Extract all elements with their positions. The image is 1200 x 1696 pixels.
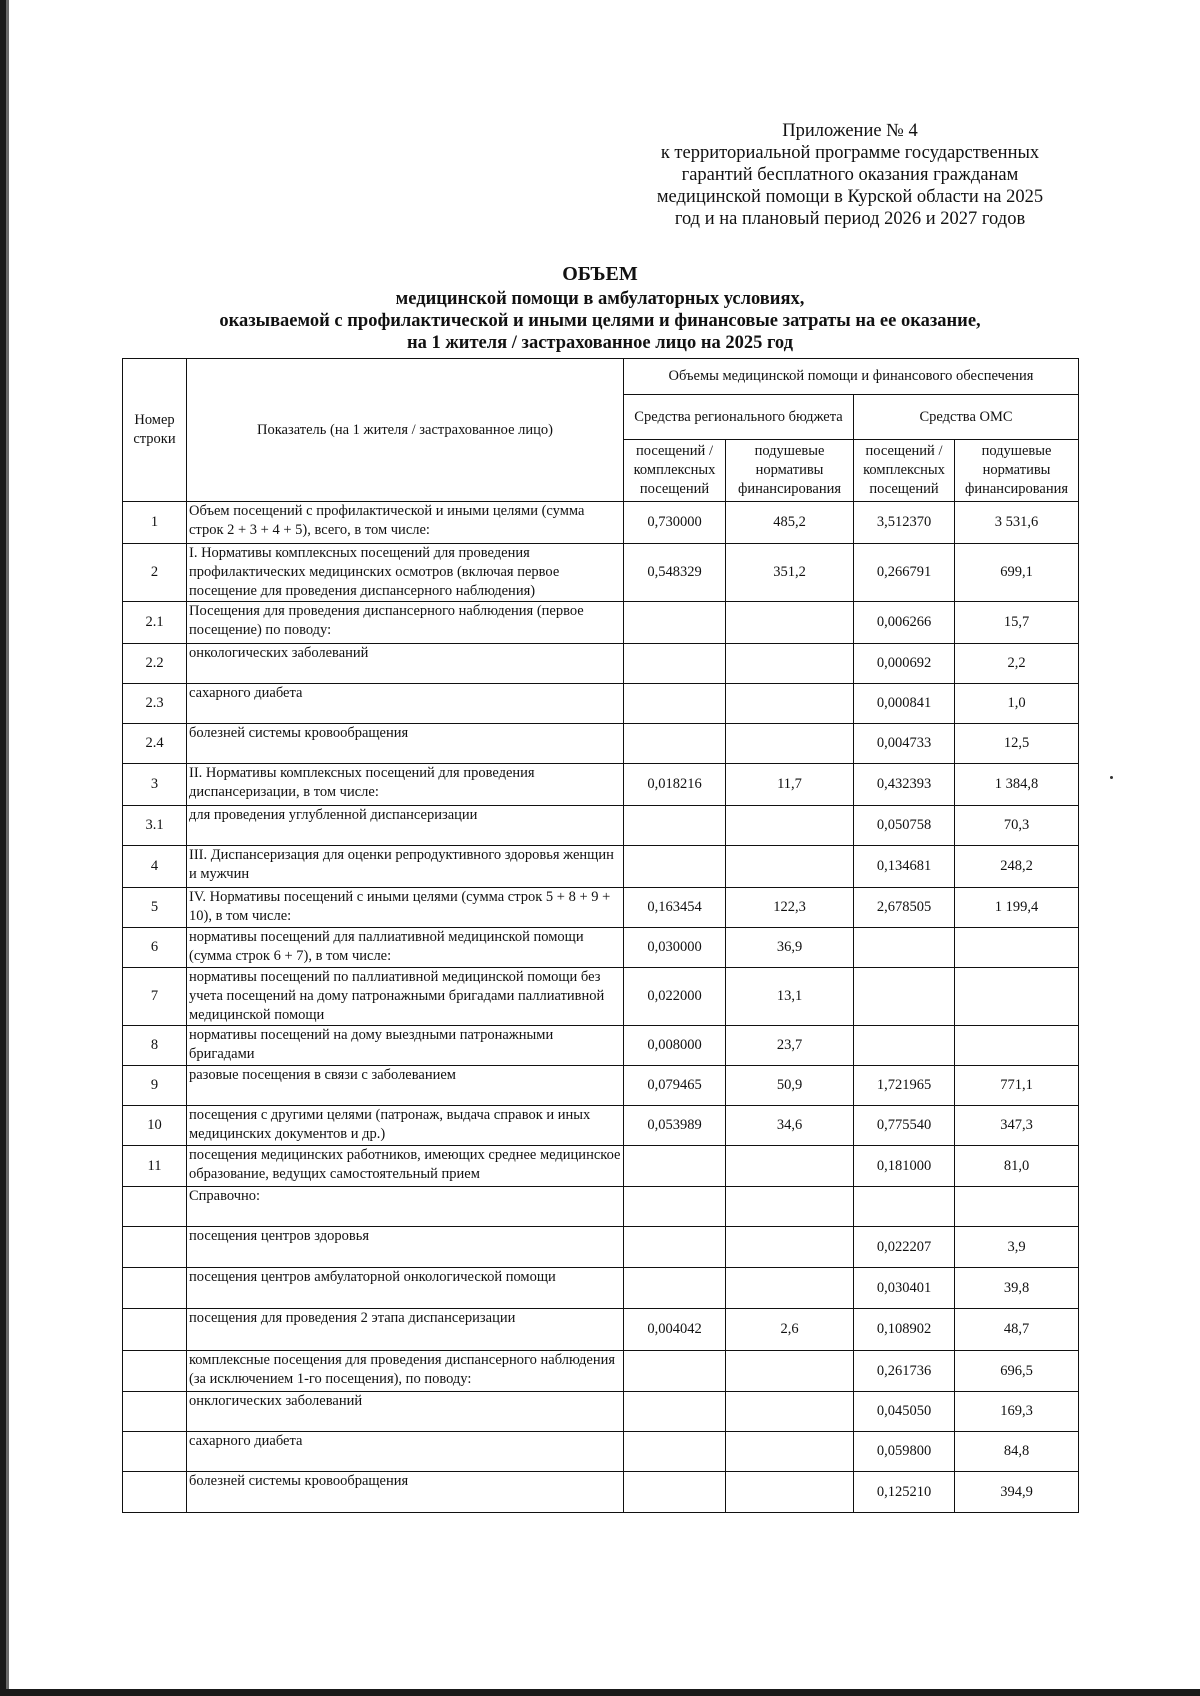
oms-visits-cell: 0,000841 xyxy=(854,684,955,724)
rb-visits-cell: 0,548329 xyxy=(624,544,726,602)
rb-visits-cell: 0,018216 xyxy=(624,764,726,806)
oms-norm-cell: 394,9 xyxy=(955,1472,1079,1513)
scan-speck xyxy=(1110,776,1113,779)
indicator-cell: посещения с другими целями (патронаж, выдача справок и иных медицинских документов и др.) xyxy=(187,1106,624,1146)
title-line: на 1 жителя / застрахованное лицо на 2025 год xyxy=(406,333,794,353)
appendix-header xyxy=(630,120,1070,230)
rb-norm-cell: 485,2 xyxy=(726,502,854,544)
header-oms: Средства ОМС xyxy=(854,395,1079,440)
indicator-cell: Справочно: xyxy=(187,1187,624,1227)
row-number-cell: 2.4 xyxy=(123,724,187,764)
table-row xyxy=(123,1351,1079,1392)
indicator-cell: IV. Нормативы посещений с иными целями (сумма строк 5 + 8 + 9 + 10), в том числе: xyxy=(187,888,624,928)
rb-visits-cell xyxy=(624,602,726,644)
oms-visits-cell: 3,512370 xyxy=(854,502,955,544)
row-number-cell: 7 xyxy=(123,968,187,1026)
indicator-cell: комплексные посещения для проведения диспансерного наблюдения (за исключением 1-го посещения), по поводу: xyxy=(187,1351,624,1392)
appendix-line: Приложение № 4 xyxy=(782,121,918,141)
oms-visits-cell: 0,006266 xyxy=(854,602,955,644)
rb-visits-cell: 0,022000 xyxy=(624,968,726,1026)
oms-visits-cell: 0,108902 xyxy=(854,1309,955,1351)
rb-norm-cell xyxy=(726,1432,854,1472)
rb-visits-cell xyxy=(624,644,726,684)
indicator-cell: сахарного диабета xyxy=(187,684,624,724)
indicator-cell: II. Нормативы комплексных посещений для проведения диспансеризации, в том числе: xyxy=(187,764,624,806)
rb-norm-cell xyxy=(726,602,854,644)
row-number-cell xyxy=(123,1472,187,1513)
row-number-cell xyxy=(123,1268,187,1309)
row-number-cell: 3 xyxy=(123,764,187,806)
table-row xyxy=(123,502,1079,544)
rb-norm-cell xyxy=(726,846,854,888)
oms-norm-cell: 81,0 xyxy=(955,1146,1079,1187)
oms-norm-cell xyxy=(955,1026,1079,1066)
table-row xyxy=(123,1472,1079,1513)
header-regional-budget: Средства регионального бюджета xyxy=(624,395,854,440)
header-oms-visits: посещений / комплексных посещений xyxy=(854,440,955,502)
indicator-cell: сахарного диабета xyxy=(187,1432,624,1472)
oms-visits-cell: 0,004733 xyxy=(854,724,955,764)
table-row xyxy=(123,1392,1079,1432)
rb-visits-cell xyxy=(624,1351,726,1392)
row-number-cell: 8 xyxy=(123,1026,187,1066)
rb-norm-cell: 11,7 xyxy=(726,764,854,806)
row-number-cell: 2.1 xyxy=(123,602,187,644)
rb-norm-cell: 50,9 xyxy=(726,1066,854,1106)
indicator-cell: посещения медицинских работников, имеющих среднее медицинское образование, ведущих самостоятельный прием xyxy=(187,1146,624,1187)
header-rb-visits: посещений / комплексных посещений xyxy=(624,440,726,502)
rb-norm-cell xyxy=(726,1351,854,1392)
rb-visits-cell xyxy=(624,846,726,888)
indicator-cell: онклогических заболеваний xyxy=(187,1392,624,1432)
rb-norm-cell: 36,9 xyxy=(726,928,854,968)
header-indicator: Показатель (на 1 жителя / застрахованное лицо) xyxy=(187,359,624,502)
header-rb-norms: подушевые нормативы финансирования xyxy=(726,440,854,502)
oms-norm-cell xyxy=(955,928,1079,968)
rb-norm-cell xyxy=(726,1392,854,1432)
oms-norm-cell: 771,1 xyxy=(955,1066,1079,1106)
rb-norm-cell: 2,6 xyxy=(726,1309,854,1351)
rb-visits-cell xyxy=(624,724,726,764)
table-row xyxy=(123,928,1079,968)
rb-norm-cell: 13,1 xyxy=(726,968,854,1026)
row-number-cell xyxy=(123,1351,187,1392)
oms-norm-cell: 12,5 xyxy=(955,724,1079,764)
oms-norm-cell: 696,5 xyxy=(955,1351,1079,1392)
indicator-cell: болезней системы кровообращения xyxy=(187,1472,624,1513)
oms-norm-cell: 248,2 xyxy=(955,846,1079,888)
row-number-cell: 2 xyxy=(123,544,187,602)
table-row xyxy=(123,888,1079,928)
oms-norm-cell: 2,2 xyxy=(955,644,1079,684)
oms-visits-cell: 0,059800 xyxy=(854,1432,955,1472)
row-number-cell: 10 xyxy=(123,1106,187,1146)
rb-visits-cell xyxy=(624,1146,726,1187)
oms-visits-cell: 1,721965 xyxy=(854,1066,955,1106)
indicator-cell: Объем посещений с профилактической и иными целями (сумма строк 2 + 3 + 4 + 5), всего, в том числе: xyxy=(187,502,624,544)
row-number-cell xyxy=(123,1432,187,1472)
rb-norm-cell: 23,7 xyxy=(726,1026,854,1066)
table-row xyxy=(123,846,1079,888)
indicator-cell: болезней системы кровообращения xyxy=(187,724,624,764)
oms-visits-cell: 0,261736 xyxy=(854,1351,955,1392)
rb-norm-cell: 351,2 xyxy=(726,544,854,602)
oms-norm-cell: 1,0 xyxy=(955,684,1079,724)
oms-norm-cell: 15,7 xyxy=(955,602,1079,644)
oms-norm-cell: 1 199,4 xyxy=(955,888,1079,928)
oms-norm-cell: 48,7 xyxy=(955,1309,1079,1351)
indicator-cell: нормативы посещений для паллиативной медицинской помощи (сумма строк 6 + 7), в том числе: xyxy=(187,928,624,968)
rb-norm-cell xyxy=(726,1268,854,1309)
table-row xyxy=(123,1187,1079,1227)
table-row xyxy=(123,1432,1079,1472)
title-line: медицинской помощи в амбулаторных условиях, xyxy=(395,289,805,309)
rb-visits-cell: 0,079465 xyxy=(624,1066,726,1106)
rb-visits-cell: 0,163454 xyxy=(624,888,726,928)
indicator-cell: Посещения для проведения диспансерного наблюдения (первое посещение) по поводу: xyxy=(187,602,624,644)
header-oms-norms: подушевые нормативы финансирования xyxy=(955,440,1079,502)
row-number-cell xyxy=(123,1309,187,1351)
appendix-line: к территориальной программе государственных xyxy=(660,143,1040,163)
oms-norm-cell: 3,9 xyxy=(955,1227,1079,1268)
oms-norm-cell: 1 384,8 xyxy=(955,764,1079,806)
indicator-cell: нормативы посещений по паллиативной медицинской помощи без учета посещений на дому патронажными бригадами паллиативной медицинской помощи xyxy=(187,968,624,1026)
indicator-cell: I. Нормативы комплексных посещений для проведения профилактических медицинских осмотров (включая первое посещение для проведения диспансерного наблюдения) xyxy=(187,544,624,602)
oms-norm-cell: 169,3 xyxy=(955,1392,1079,1432)
rb-norm-cell xyxy=(726,1187,854,1227)
table-row xyxy=(123,684,1079,724)
table-row xyxy=(123,544,1079,602)
header-row-number: Номер строки xyxy=(123,359,187,502)
row-number-cell: 6 xyxy=(123,928,187,968)
row-number-cell: 3.1 xyxy=(123,806,187,846)
table-row xyxy=(123,968,1079,1026)
indicator-cell: разовые посещения в связи с заболеванием xyxy=(187,1066,624,1106)
oms-norm-cell: 699,1 xyxy=(955,544,1079,602)
indicator-cell: посещения центров амбулаторной онкологической помощи xyxy=(187,1268,624,1309)
indicator-cell: для проведения углубленной диспансеризации xyxy=(187,806,624,846)
table-row xyxy=(123,644,1079,684)
rb-visits-cell: 0,008000 xyxy=(624,1026,726,1066)
oms-visits-cell: 0,030401 xyxy=(854,1268,955,1309)
oms-visits-cell xyxy=(854,968,955,1026)
oms-visits-cell: 0,266791 xyxy=(854,544,955,602)
oms-norm-cell: 347,3 xyxy=(955,1106,1079,1146)
rb-norm-cell xyxy=(726,806,854,846)
rb-visits-cell xyxy=(624,1392,726,1432)
table-row xyxy=(123,1309,1079,1351)
row-number-cell: 9 xyxy=(123,1066,187,1106)
rb-visits-cell xyxy=(624,684,726,724)
row-number-cell: 11 xyxy=(123,1146,187,1187)
table-row xyxy=(123,764,1079,806)
oms-norm-cell: 3 531,6 xyxy=(955,502,1079,544)
scan-edge-shadow xyxy=(6,0,9,1696)
header-volumes: Объемы медицинской помощи и финансового обеспечения xyxy=(624,359,1079,395)
title-line: оказываемой с профилактической и иными целями и финансовые затраты на ее оказание, xyxy=(219,311,981,331)
rb-visits-cell: 0,004042 xyxy=(624,1309,726,1351)
rb-norm-cell xyxy=(726,684,854,724)
appendix-line: год и на плановый период 2026 и 2027 годов xyxy=(674,209,1026,229)
row-number-cell: 2.2 xyxy=(123,644,187,684)
oms-visits-cell: 0,134681 xyxy=(854,846,955,888)
rb-norm-cell xyxy=(726,1146,854,1187)
title-main: ОБЪЕМ xyxy=(562,263,638,285)
row-number-cell xyxy=(123,1227,187,1268)
table-row xyxy=(123,1146,1079,1187)
row-number-cell: 5 xyxy=(123,888,187,928)
table-row xyxy=(123,1106,1079,1146)
indicator-cell: III. Диспансеризация для оценки репродуктивного здоровья женщин и мужчин xyxy=(187,846,624,888)
rb-visits-cell xyxy=(624,806,726,846)
oms-visits-cell: 0,125210 xyxy=(854,1472,955,1513)
table-row xyxy=(123,1026,1079,1066)
oms-visits-cell: 0,000692 xyxy=(854,644,955,684)
rb-norm-cell xyxy=(726,724,854,764)
oms-visits-cell: 0,050758 xyxy=(854,806,955,846)
oms-visits-cell: 0,022207 xyxy=(854,1227,955,1268)
oms-visits-cell xyxy=(854,928,955,968)
rb-norm-cell: 34,6 xyxy=(726,1106,854,1146)
appendix-line: гарантий бесплатного оказания гражданам xyxy=(681,165,1019,185)
row-number-cell: 1 xyxy=(123,502,187,544)
table-row xyxy=(123,602,1079,644)
table-row xyxy=(123,1066,1079,1106)
rb-visits-cell xyxy=(624,1432,726,1472)
indicator-cell: посещения центров здоровья xyxy=(187,1227,624,1268)
oms-norm-cell: 70,3 xyxy=(955,806,1079,846)
rb-norm-cell xyxy=(726,644,854,684)
scan-edge-bottom xyxy=(0,1689,1200,1696)
row-number-cell xyxy=(123,1187,187,1227)
rb-visits-cell: 0,030000 xyxy=(624,928,726,968)
table-row xyxy=(123,806,1079,846)
oms-norm-cell xyxy=(955,1187,1079,1227)
oms-visits-cell xyxy=(854,1187,955,1227)
oms-norm-cell xyxy=(955,968,1079,1026)
rb-visits-cell: 0,053989 xyxy=(624,1106,726,1146)
oms-visits-cell: 0,775540 xyxy=(854,1106,955,1146)
rb-visits-cell xyxy=(624,1227,726,1268)
oms-visits-cell xyxy=(854,1026,955,1066)
indicator-cell: нормативы посещений на дому выездными патронажными бригадами xyxy=(187,1026,624,1066)
oms-visits-cell: 0,432393 xyxy=(854,764,955,806)
row-number-cell: 2.3 xyxy=(123,684,187,724)
table-row xyxy=(123,1268,1079,1309)
table-row xyxy=(123,1227,1079,1268)
document-title xyxy=(120,262,1080,354)
appendix-line: медицинской помощи в Курской области на 2025 xyxy=(656,187,1044,207)
rb-visits-cell xyxy=(624,1472,726,1513)
rb-norm-cell xyxy=(726,1472,854,1513)
row-number-cell xyxy=(123,1392,187,1432)
rb-norm-cell xyxy=(726,1227,854,1268)
rb-visits-cell xyxy=(624,1268,726,1309)
table-body xyxy=(123,502,1079,1513)
indicator-cell: посещения для проведения 2 этапа диспансеризации xyxy=(187,1309,624,1351)
volume-table xyxy=(122,358,1079,1513)
rb-visits-cell: 0,730000 xyxy=(624,502,726,544)
table-row xyxy=(123,724,1079,764)
oms-visits-cell: 2,678505 xyxy=(854,888,955,928)
oms-visits-cell: 0,045050 xyxy=(854,1392,955,1432)
oms-norm-cell: 39,8 xyxy=(955,1268,1079,1309)
indicator-cell: онкологических заболеваний xyxy=(187,644,624,684)
rb-norm-cell: 122,3 xyxy=(726,888,854,928)
oms-norm-cell: 84,8 xyxy=(955,1432,1079,1472)
rb-visits-cell xyxy=(624,1187,726,1227)
row-number-cell: 4 xyxy=(123,846,187,888)
oms-visits-cell: 0,181000 xyxy=(854,1146,955,1187)
